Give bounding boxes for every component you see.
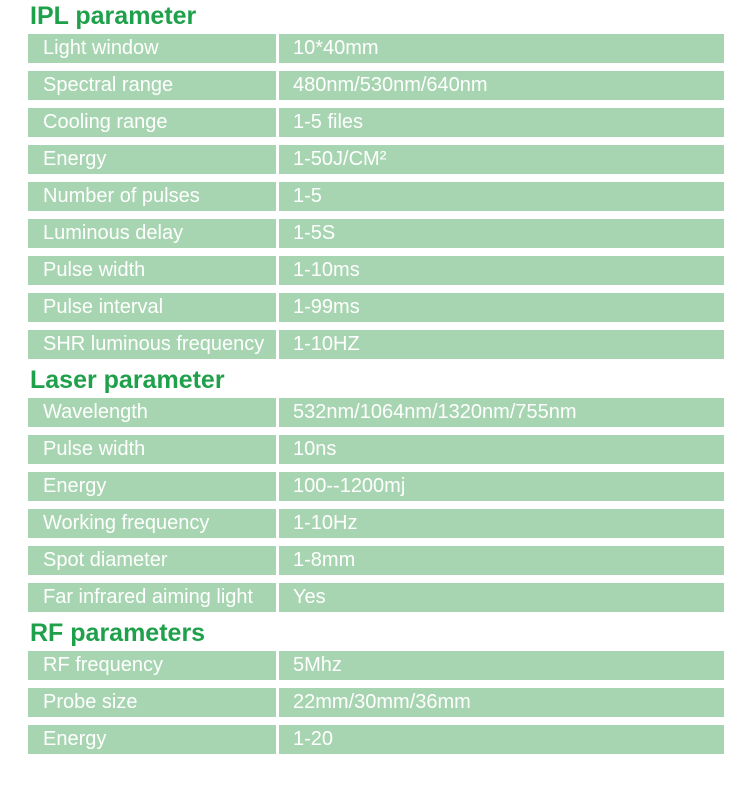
table-row [28, 398, 724, 427]
table-row [28, 509, 724, 538]
table-row [28, 651, 724, 680]
param-section [28, 367, 724, 612]
param-value-cell: 100--1200mj [279, 472, 724, 501]
param-label-cell: Probe size [28, 688, 276, 717]
param-value-cell: 1-10ms [279, 256, 724, 285]
param-value-cell: 10*40mm [279, 34, 724, 63]
table-row [28, 219, 724, 248]
section-title: RF parameters [30, 619, 206, 647]
param-section [28, 620, 724, 754]
param-label-cell: Number of pulses [28, 182, 276, 211]
table-row [28, 108, 724, 137]
section-title: Laser parameter [30, 366, 225, 394]
param-value-cell: 1-5 [279, 182, 724, 211]
param-label-cell: Energy [28, 472, 276, 501]
param-value-cell: Yes [279, 583, 724, 612]
table-row [28, 293, 724, 322]
table-row [28, 34, 724, 63]
table-row [28, 182, 724, 211]
param-value-cell: 22mm/30mm/36mm [279, 688, 724, 717]
param-value-cell: 532nm/1064nm/1320nm/755nm [279, 398, 724, 427]
table-row [28, 472, 724, 501]
param-label-cell: Energy [28, 725, 276, 754]
param-label-cell: Luminous delay [28, 219, 276, 248]
table-row [28, 546, 724, 575]
param-label-cell: Pulse interval [28, 293, 276, 322]
param-label-cell: Cooling range [28, 108, 276, 137]
param-label-cell: Far infrared aiming light [28, 583, 276, 612]
param-label-cell: Working frequency [28, 509, 276, 538]
param-label-cell: Energy [28, 145, 276, 174]
param-value-cell: 10ns [279, 435, 724, 464]
param-value-cell: 1-10Hz [279, 509, 724, 538]
param-label-cell: Pulse width [28, 256, 276, 285]
param-label-cell: Spot diameter [28, 546, 276, 575]
param-value-cell: 1-10HZ [279, 330, 724, 359]
section-title: IPL parameter [30, 2, 197, 30]
param-value-cell: 5Mhz [279, 651, 724, 680]
table-row [28, 583, 724, 612]
table-row [28, 145, 724, 174]
param-value-cell: 1-8mm [279, 546, 724, 575]
param-value-cell: 1-50J/CM² [279, 145, 724, 174]
param-value-cell: 1-5S [279, 219, 724, 248]
param-label-cell: Spectral range [28, 71, 276, 100]
table-row [28, 725, 724, 754]
param-label-cell: Light window [28, 34, 276, 63]
table-row [28, 435, 724, 464]
param-value-cell: 1-5 files [279, 108, 724, 137]
table-row [28, 330, 724, 359]
param-value-cell: 480nm/530nm/640nm [279, 71, 724, 100]
param-label-cell: Wavelength [28, 398, 276, 427]
table-row [28, 688, 724, 717]
table-row [28, 71, 724, 100]
param-section [28, 3, 724, 359]
param-label-cell: Pulse width [28, 435, 276, 464]
param-label-cell: SHR luminous frequency [28, 330, 276, 359]
param-label-cell: RF frequency [28, 651, 276, 680]
param-value-cell: 1-99ms [279, 293, 724, 322]
param-value-cell: 1-20 [279, 725, 724, 754]
table-row [28, 256, 724, 285]
